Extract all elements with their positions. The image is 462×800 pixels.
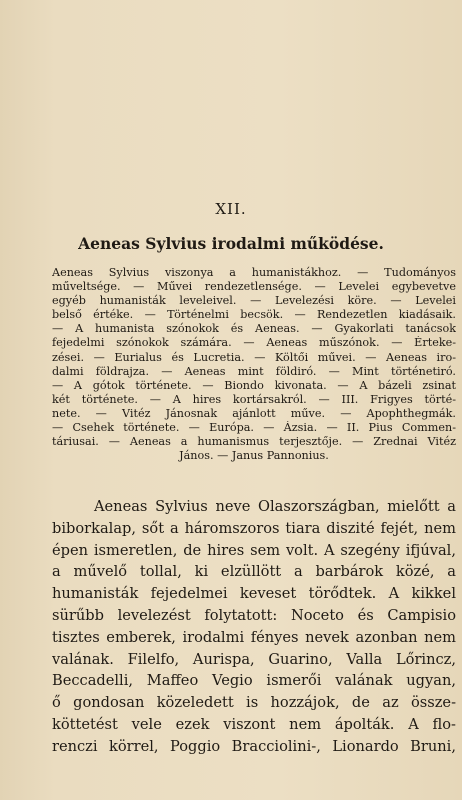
body-line: épen ismeretlen, de hires sem volt. A szegény ifjúval,: [52, 541, 456, 559]
body-line: sürűbb levelezést folytatott: Noceto és Campisio: [52, 606, 456, 624]
body-line: Aeneas Sylvius neve Olaszországban, mielőtt a: [94, 498, 456, 515]
summary-line: táriusai. — Aeneas a humanismus terjesztője. — Zrednai Vitéz: [52, 435, 456, 449]
summary-line: nete. — Vitéz Jánosnak ajánlott műve. — Apophthegmák.: [52, 406, 456, 420]
summary-line: — A gótok története. — Biondo kivonata. — A bázeli zsinat: [52, 378, 456, 392]
summary-line: egyéb humanisták leveleivel. — Levelezési köre. — Levelei: [52, 294, 456, 308]
body-line: ő gondosan közeledett is hozzájok, de az össze-: [52, 694, 456, 712]
summary-line: dalmi földrajza. — Aeneas mint földiró. — Mint történetiró.: [52, 364, 456, 378]
body-line: köttetést vele ezek viszont nem ápolták. A flo-: [52, 715, 456, 733]
summary-line: Aeneas Sylvius viszonya a humanistákhoz. — Tudományos: [52, 266, 456, 279]
summary-line: zései. — Eurialus és Lucretia. — Költői művei. — Aeneas iro-: [52, 350, 456, 364]
chapter-number: XII.: [215, 200, 247, 218]
summary-line: műveltsége. — Művei rendezetlensége. — Levelei egybevetve: [52, 280, 456, 294]
body-line: biborkalap, sőt a háromszoros tiara diszité fejét, nem: [52, 519, 456, 537]
body-line: renczi körrel, Poggio Bracciolini-, Lionardo Bruni,: [52, 737, 456, 755]
summary-line: két története. — A hires kortársakról. — III. Frigyes törté-: [52, 392, 456, 406]
summary-line: fejedelmi szónokok számára. — Aeneas műszónok. — Érteke-: [52, 336, 456, 350]
body-line: tisztes emberek, irodalmi fényes nevek azonban nem: [52, 628, 456, 646]
body-line: Beccadelli, Maffeo Vegio ismerői valának ugyan,: [52, 672, 456, 690]
summary-line: János. — Janus Pannonius.: [179, 449, 329, 463]
body-line: valának. Filelfo, Aurispa, Guarino, Valla Lőrincz,: [52, 650, 456, 668]
body-text: [52, 496, 456, 758]
chapter-summary: [52, 266, 456, 463]
body-line: humanisták fejedelmei keveset törődtek. A kikkel: [52, 585, 456, 603]
summary-line: — A humanista szónokok és Aeneas. — Gyakorlati tanácsok: [52, 322, 456, 336]
chapter-title: Aeneas Sylvius irodalmi működése.: [78, 234, 384, 253]
summary-line: belső értéke. — Történelmi becsök. — Rendezetlen kiadásaik.: [52, 308, 456, 322]
summary-line: — Csehek története. — Európa. — Ázsia. — II. Pius Commen-: [52, 421, 456, 435]
body-line: a művelő tollal, ki elzüllött a barbárok közé, a: [52, 563, 456, 581]
